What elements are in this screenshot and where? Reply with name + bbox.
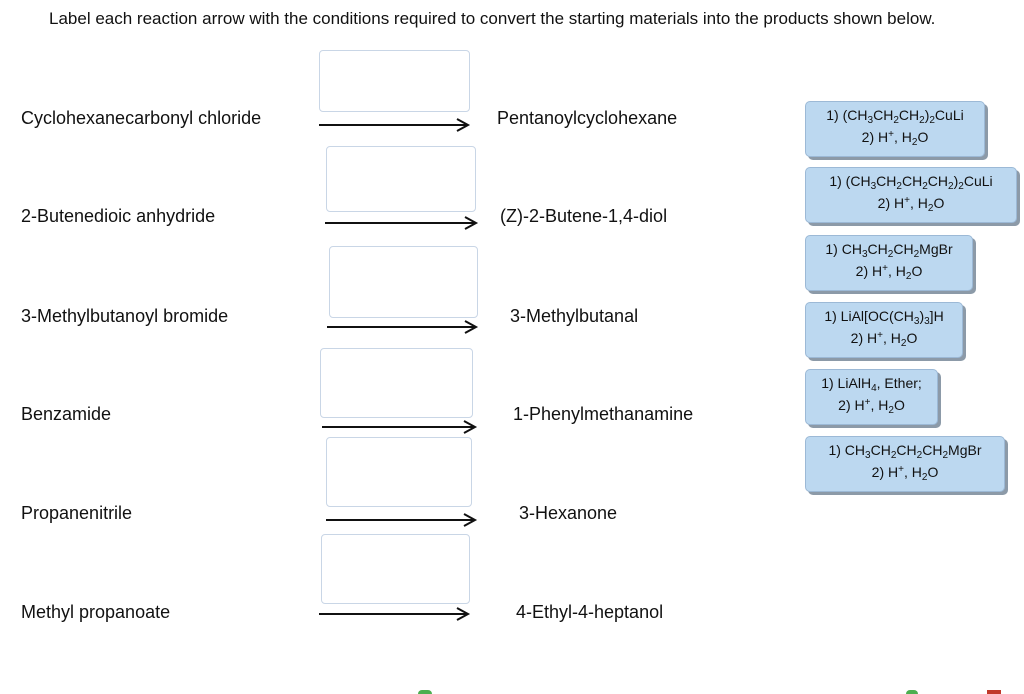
conditions-drop-target[interactable]	[326, 146, 476, 212]
instructions-text: Label each reaction arrow with the conditions required to convert the starting materials into the products shown below.	[49, 9, 936, 28]
check-button-edge[interactable]	[418, 690, 432, 694]
reagent-line-1: 1) $CH_3CH_2CH_2CH_2MgBr$	[828, 442, 982, 461]
conditions-drop-target[interactable]	[320, 348, 473, 418]
reagent-line-2: 2) H+, $H_2O$	[877, 195, 945, 214]
product: 3-Methylbutanal	[510, 306, 639, 326]
reaction-arrow	[325, 216, 479, 230]
product: Pentanoylcyclohexane	[497, 108, 678, 128]
reagent-tile[interactable]	[805, 101, 985, 157]
reaction-arrow	[319, 118, 471, 132]
product: 1-Phenylmethanamine	[513, 404, 694, 424]
close-icon-edge[interactable]	[987, 690, 1001, 694]
reagent-line-2: 2) H+, $H_2O$	[838, 397, 905, 416]
starting-material: Benzamide	[21, 404, 112, 424]
reagent-line-2: 2) H+, $H_2O$	[850, 330, 918, 349]
reagent-tile[interactable]	[805, 167, 1017, 223]
reagent-line-1: 1) LiAlH$_4$, Ether;	[821, 375, 922, 394]
reagent-tile[interactable]	[805, 369, 938, 425]
starting-material: 3-Methylbutanoyl bromide	[21, 306, 229, 326]
conditions-drop-target[interactable]	[329, 246, 478, 318]
starting-material: Methyl propanoate	[21, 602, 171, 622]
reagent-tile[interactable]	[805, 235, 973, 291]
reagent-line-2: 2) H+, $H_2O$	[871, 464, 939, 483]
reagent-tile[interactable]	[805, 302, 963, 358]
conditions-drop-target[interactable]	[319, 50, 470, 112]
conditions-drop-target[interactable]	[326, 437, 472, 507]
product: 3-Hexanone	[519, 503, 618, 523]
reagent-line-1: 1) $LiAl[OC(CH_3)_3]H$	[824, 308, 944, 327]
reaction-arrow	[326, 513, 478, 527]
product: 4-Ethyl-4-heptanol	[516, 602, 664, 622]
product: (Z)-2-Butene-1,4-diol	[500, 206, 668, 226]
starting-material: 2-Butenedioic anhydride	[21, 206, 216, 226]
status-icon-edge	[906, 690, 918, 694]
reagent-line-1: 1) $(CH_3CH_2CH_2)_2CuLi$	[826, 107, 964, 126]
conditions-drop-target[interactable]	[321, 534, 470, 604]
reaction-arrow	[322, 420, 478, 434]
starting-material: Propanenitrile	[21, 503, 133, 523]
reagent-line-2: 2) H+, $H_2O$	[855, 263, 923, 282]
reagent-line-1: 1) $CH_3CH_2CH_2MgBr$	[825, 241, 953, 260]
reaction-arrow	[319, 607, 471, 621]
reaction-arrow	[327, 320, 479, 334]
reagent-line-2: 2) H+, $H_2O$	[861, 129, 929, 148]
reagent-tile[interactable]	[805, 436, 1005, 492]
reagent-line-1: 1) $(CH_3CH_2CH_2CH_2)_2CuLi$	[829, 173, 993, 192]
starting-material: Cyclohexanecarbonyl chloride	[21, 108, 262, 128]
